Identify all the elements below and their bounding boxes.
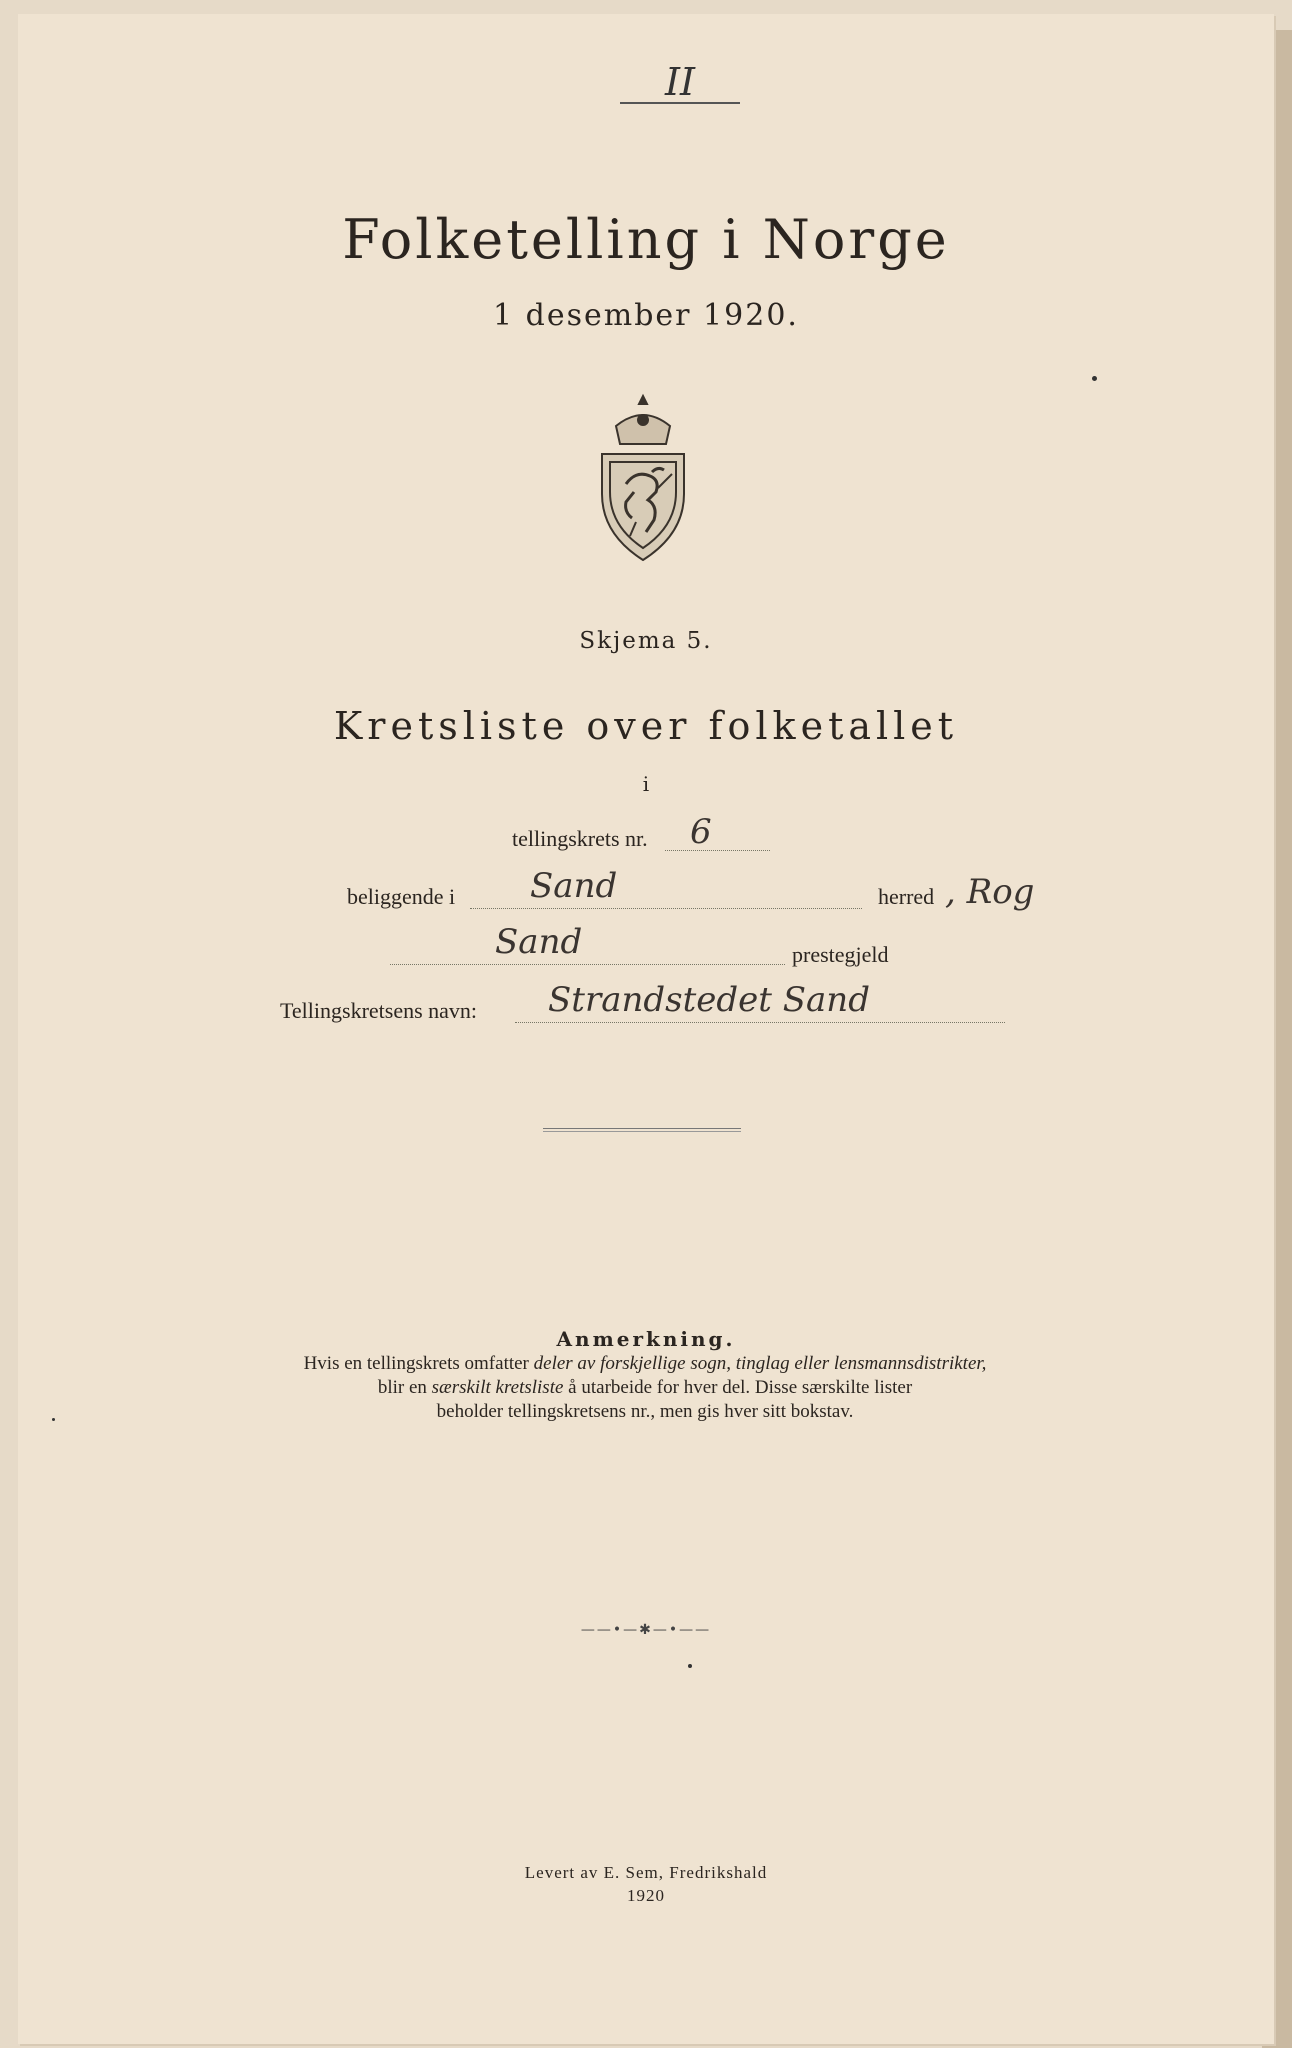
note-line-2-rest: å utarbeide for hver del. Disse særskilte lister (563, 1377, 913, 1398)
ink-speck (52, 1418, 55, 1421)
navn-value: Strandstedet Sand (548, 980, 870, 1020)
tellingskrets-label: tellingskrets nr. (512, 826, 648, 851)
prestegjeld-label: prestegjeld (792, 942, 889, 967)
navn-label: Tellingskretsens navn: (280, 998, 478, 1023)
norwegian-coat-of-arms-icon (596, 392, 690, 562)
prestegjeld-line (390, 964, 785, 965)
ink-speck (688, 1664, 692, 1668)
beliggende-line (470, 908, 862, 909)
note-line-3: beholder tellingskretsens nr., men gis hver sitt bokstav. (436, 1401, 854, 1422)
note-text (200, 1352, 1090, 1424)
beliggende-value: Sand (530, 866, 618, 906)
heading-preposition: i (642, 772, 650, 796)
herred-label: herred (878, 884, 935, 909)
ornament-divider: ——•—✱—•—— (580, 1622, 712, 1638)
herred-value: , Rog (945, 872, 1035, 912)
prestegjeld-value: Sand (495, 922, 583, 962)
note-line-2-text: blir en (377, 1377, 432, 1398)
printer-year: 1920 (627, 1886, 665, 1905)
page-number: II (620, 62, 740, 104)
tellingskrets-value: 6 (690, 812, 712, 852)
note-line-1-emphasis: deler av forskjellige sogn, tinglag eller lensmannsdistrikter, (533, 1353, 987, 1374)
note-heading: Anmerkning. (556, 1327, 736, 1351)
form-label: Skjema 5. (579, 628, 713, 654)
census-date: 1 desember 1920. (493, 298, 799, 333)
note-line-2 (200, 1376, 1090, 1400)
ink-speck (1092, 376, 1097, 381)
tellingskrets-line (665, 850, 770, 851)
printer-credit: Levert av E. Sem, Fredrikshald (524, 1863, 768, 1882)
note-line-2-emphasis: særskilt kretsliste (431, 1377, 564, 1398)
form-heading: Kretsliste over folketallet (333, 704, 959, 748)
page-title: Folketelling i Norge (342, 208, 950, 271)
divider-rule (543, 1128, 741, 1132)
note-line-1 (200, 1352, 1090, 1376)
note-line-1-text: Hvis en tellingskrets omfatter (303, 1353, 534, 1374)
beliggende-label: beliggende i (347, 884, 456, 909)
navn-line (515, 1022, 1005, 1023)
